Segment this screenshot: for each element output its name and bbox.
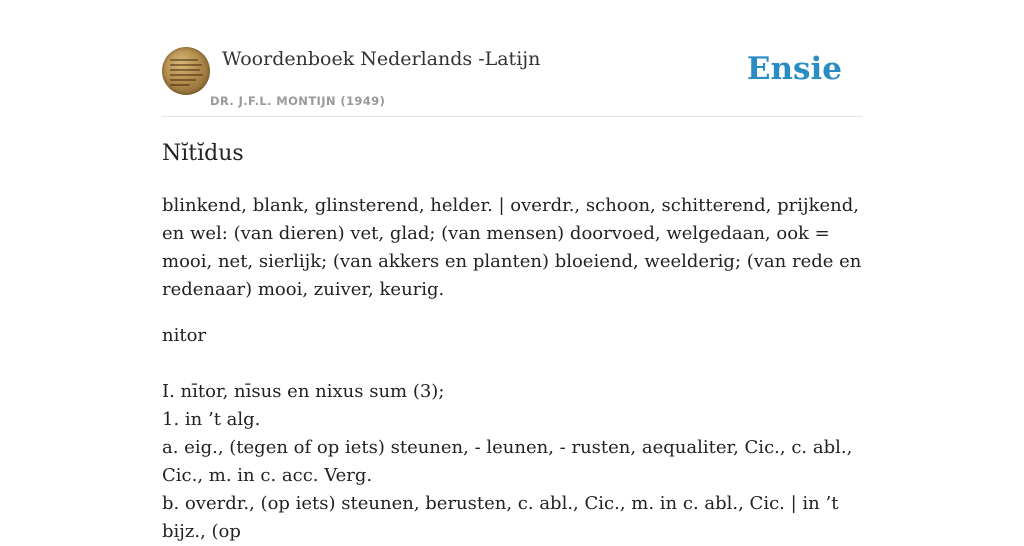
logo-inscription-line bbox=[170, 59, 198, 61]
related-line: I. nītor, nīsus en nixus sum (3); bbox=[162, 381, 445, 402]
logo-inscription-line bbox=[170, 74, 203, 76]
entry-title: Nĭtĭdus bbox=[162, 141, 244, 166]
book-title[interactable]: Woordenboek Nederlands -Latijn bbox=[222, 48, 541, 70]
related-entry bbox=[162, 322, 862, 546]
entry-content bbox=[162, 136, 862, 546]
spacer bbox=[162, 350, 862, 378]
ensie-logo-link[interactable]: Ensie bbox=[746, 51, 842, 87]
related-line: 1. in ’t alg. bbox=[162, 409, 261, 430]
book-cover-logo[interactable] bbox=[162, 47, 210, 95]
related-word: nitor bbox=[162, 325, 207, 346]
related-line: b. overdr., (op iets) steunen, berusten, c. abl., Cic., m. in c. abl., Cic. | in ’t bijz., (op bbox=[162, 493, 839, 542]
logo-inscription-line bbox=[170, 79, 196, 81]
logo-inscription-line bbox=[170, 69, 200, 71]
logo-inscription-line bbox=[170, 64, 202, 66]
logo-inscription-line bbox=[170, 84, 190, 86]
page-header bbox=[162, 40, 862, 117]
entry-definition: blinkend, blank, glinsterend, helder. | overdr., schoon, schitterend, prijkend, en wel: (van dieren) vet, glad; (van mensen) doorvoed, welgedaan, ook = mooi, net, sierlijk; (van akkers en planten) bloeiend, weelderig; (van rede en redenaar) mooi, zuiver, keurig. bbox=[162, 195, 862, 300]
related-line: a. eig., (tegen of op iets) steunen, - leunen, - rusten, aequaliter, Cic., c. abl., Cic., m. in c. acc. Verg. bbox=[162, 437, 853, 486]
book-author: DR. J.F.L. MONTIJN (1949) bbox=[210, 94, 386, 108]
